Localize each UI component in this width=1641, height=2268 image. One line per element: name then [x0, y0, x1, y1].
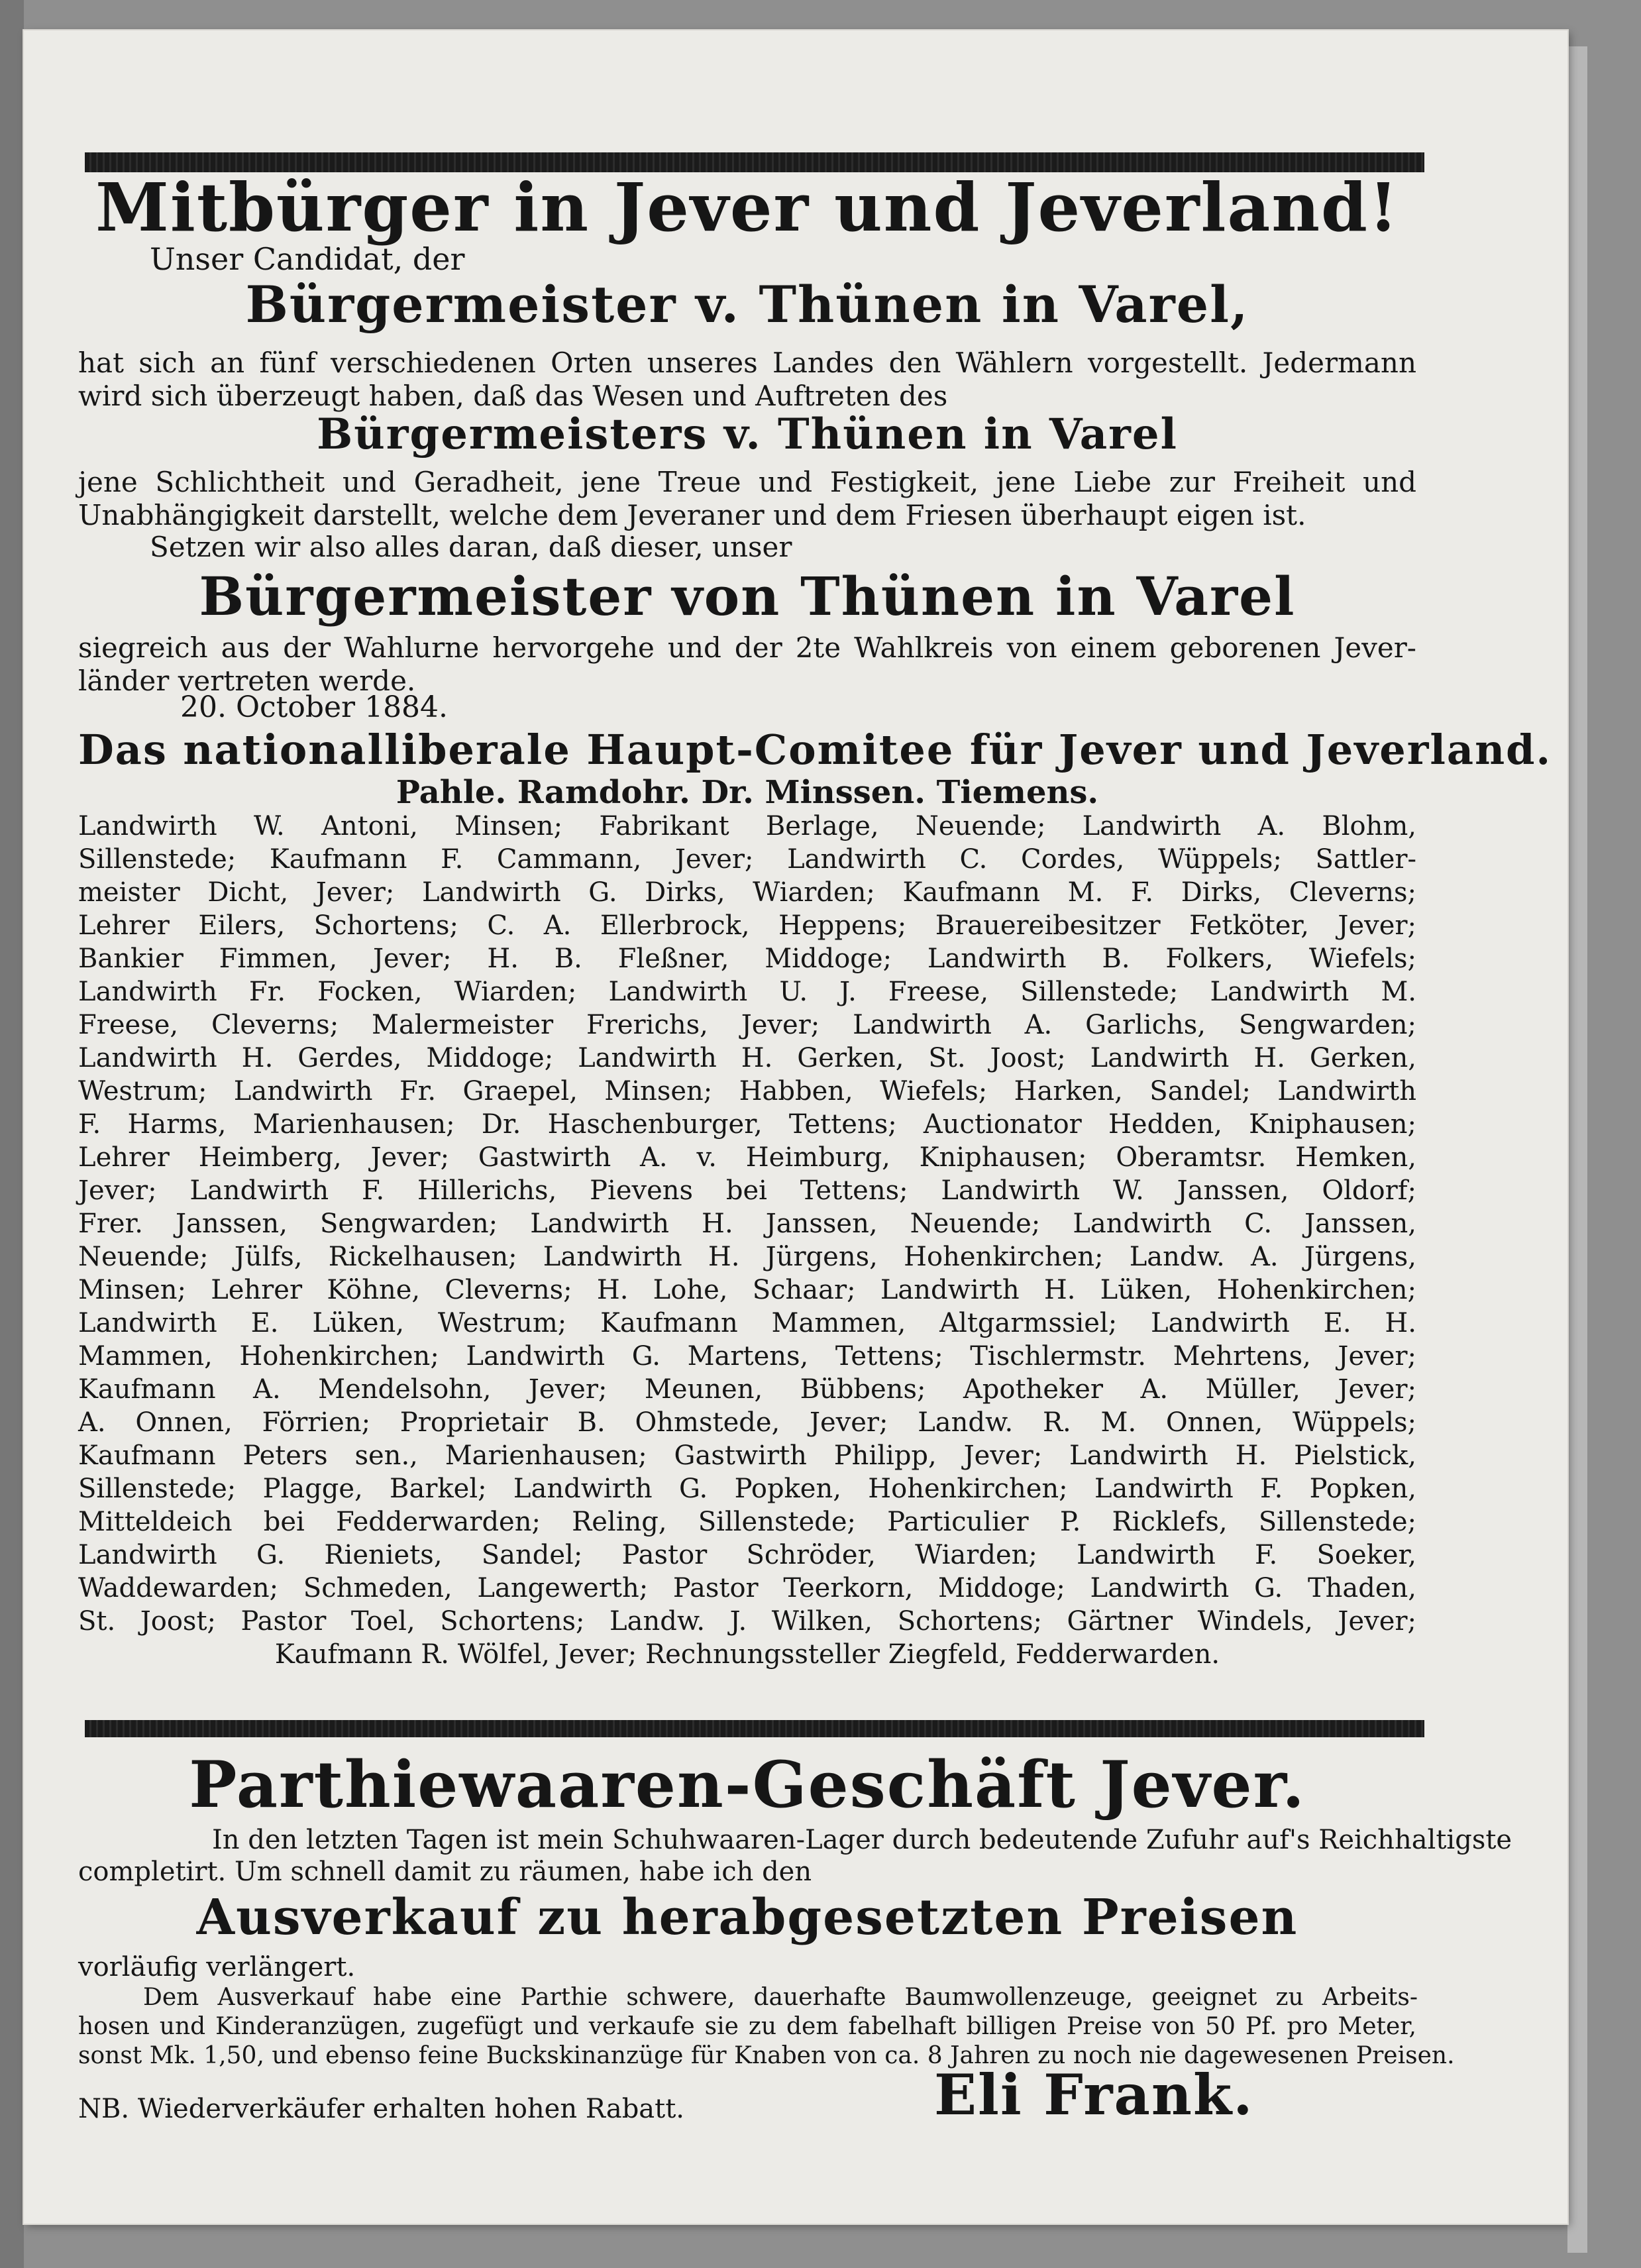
candidate-name-2: Bürgermeisters v. Thünen in Varel — [317, 409, 1178, 459]
advert-body-line: hosen und Kinderanzügen, zugefügt und verkaufe sie zu dem fabelhaft billigen Preise von 50 Pf. pro Meter, — [78, 2013, 1416, 2040]
advert-body-line: Dem Ausverkauf habe eine Parthie schwere, dauerhafte Baumwollenzeuge, geeignet zu Arbeits- — [143, 1984, 1418, 2011]
member-list-line: Bankier Fimmen, Jever; H. B. Fleßner, Middoge; Landwirth B. Folkers, Wiefels; — [78, 944, 1416, 974]
scan-right-edge — [1567, 46, 1587, 2253]
member-list-line: Mammen, Hohenkirchen; Landwirth G. Martens, Tettens; Tischlermstr. Mehrtens, Jever; — [78, 1341, 1416, 1372]
member-list-line: Lehrer Heimberg, Jever; Gastwirth A. v. Heimburg, Kniphausen; Oberamtsr. Hemken, — [78, 1142, 1416, 1173]
advert-intro-line: In den letzten Tagen ist mein Schuhwaaren-Lager durch bedeutende Zufuhr auf's Reichhaltigste — [212, 1825, 1512, 1855]
middle-rule — [85, 1720, 1424, 1737]
notice-body-line: hat sich an fünf verschiedenen Orten unseres Landes den Wählern vorgestellt. Jedermann — [78, 347, 1416, 379]
notice-body-line: Unabhängigkeit darstellt, welche dem Jeveraner und dem Friesen überhaupt eigen ist. — [78, 499, 1306, 531]
member-list-line: Landwirth E. Lüken, Westrum; Kaufmann Mammen, Altgarmssiel; Landwirth E. H. — [78, 1308, 1416, 1338]
notice-date: 20. October 1884. — [180, 690, 449, 724]
notice-body-line: siegreich aus der Wahlurne hervorgehe und der 2te Wahlkreis von einem geborenen Jever- — [78, 631, 1416, 664]
notice-body-line: länder vertreten werde. — [78, 665, 416, 697]
member-list-line: Landwirth Fr. Focken, Wiarden; Landwirth U. J. Freese, Sillenstede; Landwirth M. — [78, 977, 1416, 1007]
advert-body-line: sonst Mk. 1,50, und ebenso feine Buckskinanzüge für Knaben von ca. 8 Jahren zu noch nie dagewesenen Preisen. — [78, 2042, 1455, 2069]
member-list-line: Kaufmann R. Wölfel, Jever; Rechnungssteller Ziegfeld, Fedderwarden. — [274, 1639, 1220, 1670]
member-list-line: St. Joost; Pastor Toel, Schortens; Landw. J. Wilken, Schortens; Gärtner Windels, Jever; — [78, 1606, 1416, 1637]
advert-title: Parthiewaaren-Geschäft Jever. — [189, 1747, 1306, 1822]
scan-left-edge — [0, 0, 24, 2268]
advert-extended: vorläufig verlängert. — [78, 1952, 356, 1982]
member-list-line: Freese, Cleverns; Malermeister Frerichs, Jever; Landwirth A. Garlichs, Sengwarden; — [78, 1010, 1416, 1040]
candidate-name: Bürgermeister v. Thünen in Varel, — [245, 275, 1249, 334]
member-list-line: Landwirth W. Antoni, Minsen; Fabrikant Berlage, Neuende; Landwirth A. Blohm, — [78, 811, 1416, 841]
member-list-line: F. Harms, Marienhausen; Dr. Haschenburger, Tettens; Auctionator Hedden, Kniphausen; — [78, 1109, 1416, 1140]
notice-body-line: Setzen wir also alles daran, daß dieser, unser — [150, 531, 792, 563]
member-list-line: Waddewarden; Schmeden, Langewerth; Pastor Teerkorn, Middoge; Landwirth G. Thaden, — [78, 1573, 1416, 1603]
notice-title: Mitbürger in Jever und Jeverland! — [95, 168, 1399, 246]
committee-leaders: Pahle. Ramdohr. Dr. Minssen. Tiemens. — [396, 774, 1099, 811]
advert-intro-line: completirt. Um schnell damit zu räumen, habe ich den — [78, 1857, 812, 1887]
member-list-line: A. Onnen, Förrien; Proprietair B. Ohmstede, Jever; Landw. R. M. Onnen, Wüppels; — [78, 1407, 1416, 1438]
member-list-line: Westrum; Landwirth Fr. Graepel, Minsen; Habben, Wiefels; Harken, Sandel; Landwirth — [78, 1076, 1416, 1107]
member-list-line: Kaufmann Peters sen., Marienhausen; Gastwirth Philipp, Jever; Landwirth H. Pielstick, — [78, 1440, 1416, 1471]
member-list-line: Kaufmann A. Mendelsohn, Jever; Meunen, Bübbens; Apotheker A. Müller, Jever; — [78, 1374, 1416, 1405]
member-list-line: Jever; Landwirth F. Hillerichs, Pievens bei Tettens; Landwirth W. Janssen, Oldorf; — [78, 1175, 1416, 1206]
member-list-line: Neuende; Jülfs, Rickelhausen; Landwirth H. Jürgens, Hohenkirchen; Landw. A. Jürgens, — [78, 1242, 1416, 1272]
advert-nb: NB. Wiederverkäufer erhalten hohen Rabatt. — [78, 2094, 685, 2124]
member-list-line: Landwirth H. Gerdes, Middoge; Landwirth H. Gerken, St. Joost; Landwirth H. Gerken, — [78, 1043, 1416, 1073]
advert-signature: Eli Frank. — [934, 2062, 1254, 2128]
notice-body-line: jene Schlichtheit und Geradheit, jene Treue und Festigkeit, jene Liebe zur Freiheit und — [78, 466, 1416, 498]
member-list-line: Minsen; Lehrer Köhne, Cleverns; H. Lohe, Schaar; Landwirth H. Lüken, Hohenkirchen; — [78, 1275, 1416, 1305]
notice-body-line: wird sich überzeugt haben, daß das Wesen und Auftreten des — [78, 380, 948, 412]
notice-intro: Unser Candidat, der — [150, 241, 465, 277]
advert-sale-heading: Ausverkauf zu herabgesetzten Preisen — [196, 1889, 1298, 1946]
member-list-line: Lehrer Eilers, Schortens; C. A. Ellerbrock, Heppens; Brauereibesitzer Fetköter, Jever; — [78, 910, 1416, 941]
member-list-line: Sillenstede; Kaufmann F. Cammann, Jever; Landwirth C. Cordes, Wüppels; Sattler- — [78, 844, 1416, 875]
committee-name: Das nationalliberale Haupt-Comitee für Jever und Jeverland. — [78, 726, 1552, 774]
candidate-name-3: Bürgermeister von Thünen in Varel — [199, 565, 1296, 627]
member-list-line: Sillenstede; Plagge, Barkel; Landwirth G. Popken, Hohenkirchen; Landwirth F. Popken, — [78, 1474, 1416, 1504]
member-list-line: Mitteldeich bei Fedderwarden; Reling, Sillenstede; Particulier P. Ricklefs, Sillenstede; — [78, 1507, 1416, 1537]
member-list-line: meister Dicht, Jever; Landwirth G. Dirks, Wiarden; Kaufmann M. F. Dirks, Cleverns; — [78, 877, 1416, 908]
member-list-line: Landwirth G. Rieniets, Sandel; Pastor Schröder, Wiarden; Landwirth F. Soeker, — [78, 1540, 1416, 1570]
member-list-line: Frer. Janssen, Sengwarden; Landwirth H. Janssen, Neuende; Landwirth C. Janssen, — [78, 1209, 1416, 1239]
